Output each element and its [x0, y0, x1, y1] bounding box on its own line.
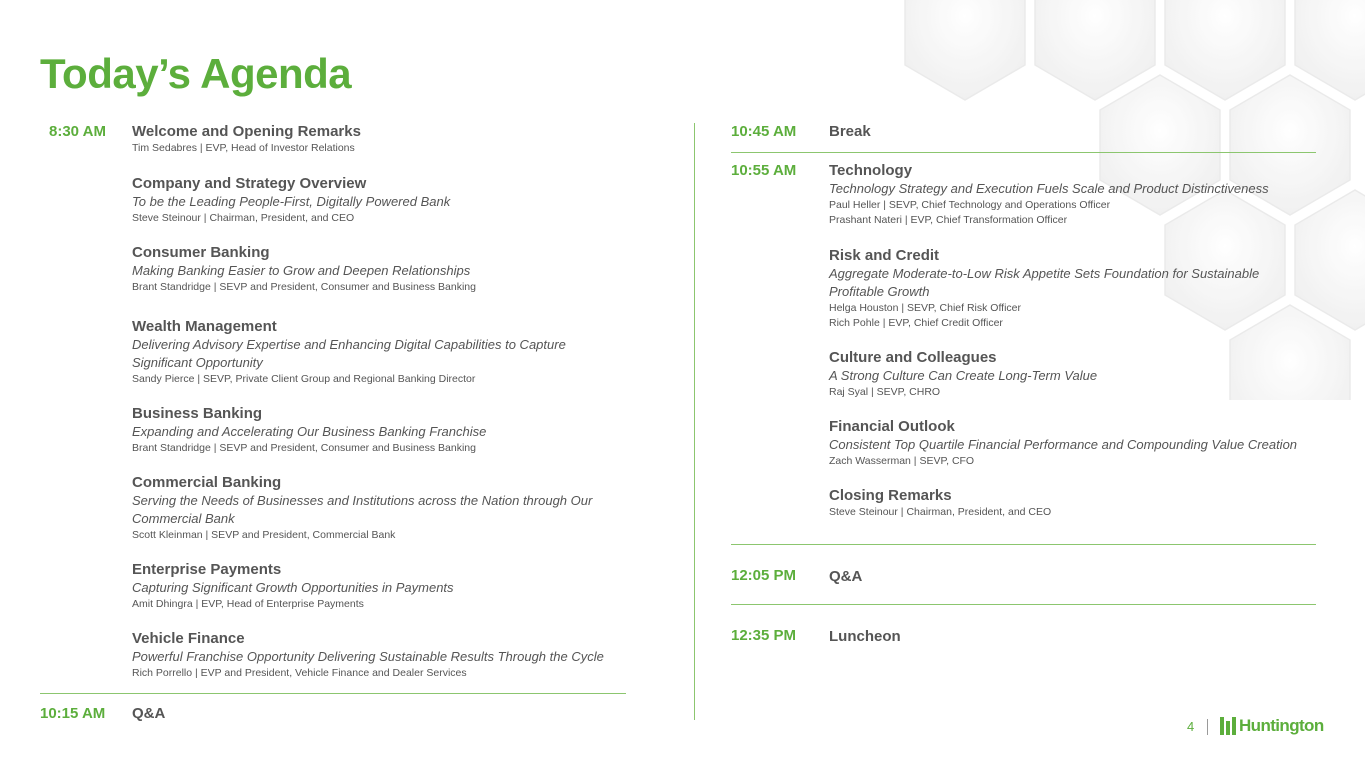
- qa-time-right: 12:05 PM: [731, 567, 797, 584]
- qa-time-left: 10:15 AM: [40, 705, 106, 722]
- item-title: Financial Outlook: [829, 418, 955, 435]
- session-time: 10:55 AM: [731, 162, 797, 179]
- item-title: Closing Remarks: [829, 487, 952, 504]
- start-time: 8:30 AM: [49, 123, 106, 140]
- agenda-item-luncheon: [829, 628, 901, 646]
- agenda-item-consumer-banking: [132, 244, 632, 295]
- huntington-logo: [1220, 716, 1324, 736]
- page-title: Today’s Agenda: [40, 50, 352, 97]
- item-subtitle: Capturing Significant Growth Opportunities in Payments: [132, 580, 454, 595]
- page-number: 4: [1187, 719, 1195, 734]
- item-title: Wealth Management: [132, 318, 277, 335]
- agenda-item-vehicle-finance: [132, 630, 632, 681]
- item-title: Q&A: [132, 705, 166, 722]
- speaker: Brant Standridge | SEVP and President, Consumer and Business Banking: [132, 442, 476, 454]
- item-subtitle: Powerful Franchise Opportunity Delivering Sustainable Results Through the Cycle: [132, 649, 604, 664]
- agenda-item-qa-left: [132, 705, 165, 723]
- logo-text: Huntington: [1239, 716, 1324, 735]
- column-divider: [694, 123, 695, 720]
- item-title: Break: [829, 123, 871, 140]
- agenda-item-risk-credit: [829, 247, 1299, 331]
- break-time: 10:45 AM: [731, 123, 797, 140]
- item-title: Q&A: [829, 568, 863, 585]
- item-subtitle: Serving the Needs of Businesses and Institutions across the Nation through Our Commercial Bank: [132, 493, 593, 526]
- agenda-item-technology: [829, 162, 1329, 228]
- lunch-time: 12:35 PM: [731, 627, 797, 644]
- speaker: Tim Sedabres | EVP, Head of Investor Relations: [132, 142, 355, 154]
- divider: [731, 604, 1316, 605]
- item-title: Vehicle Finance: [132, 630, 245, 647]
- huntington-logo-icon: [1220, 717, 1236, 735]
- speaker: Steve Steinour | Chairman, President, and CEO: [829, 506, 1052, 518]
- divider: [731, 544, 1316, 545]
- speaker: Raj Syal | SEVP, CHRO: [829, 386, 941, 398]
- item-title: Consumer Banking: [132, 244, 270, 261]
- item-subtitle: Technology Strategy and Execution Fuels Scale and Product Distinctiveness: [829, 181, 1269, 196]
- speaker: Rich Porrello | EVP and President, Vehicle Finance and Dealer Services: [132, 667, 467, 679]
- speaker: Steve Steinour | Chairman, President, and CEO: [132, 212, 355, 224]
- agenda-item-enterprise-payments: [132, 561, 632, 612]
- item-title: Luncheon: [829, 628, 901, 645]
- speaker: Sandy Pierce | SEVP, Private Client Group and Regional Banking Director: [132, 373, 476, 385]
- footer-separator: [1207, 719, 1208, 735]
- speaker: Paul Heller | SEVP, Chief Technology and Operations Officer: [829, 199, 1111, 211]
- speaker: Scott Kleinman | SEVP and President, Commercial Bank: [132, 529, 396, 541]
- agenda-item-business-banking: [132, 405, 632, 456]
- agenda-item-closing-remarks: [829, 487, 1329, 520]
- item-subtitle: Making Banking Easier to Grow and Deepen Relationships: [132, 263, 471, 278]
- divider: [40, 693, 626, 694]
- item-subtitle: Expanding and Accelerating Our Business Banking Franchise: [132, 424, 487, 439]
- item-title: Commercial Banking: [132, 474, 282, 491]
- agenda-item-welcome: [132, 123, 632, 156]
- item-subtitle: Delivering Advisory Expertise and Enhancing Digital Capabilities to Capture Significant Opportunity: [132, 337, 566, 370]
- item-subtitle: Consistent Top Quartile Financial Performance and Compounding Value Creation: [829, 437, 1298, 452]
- speaker: Brant Standridge | SEVP and President, Consumer and Business Banking: [132, 281, 476, 293]
- agenda-item-break: [829, 123, 871, 141]
- item-subtitle: A Strong Culture Can Create Long-Term Value: [829, 368, 1098, 383]
- agenda-item-commercial-banking: [132, 474, 632, 543]
- item-title: Business Banking: [132, 405, 263, 422]
- agenda-item-qa-right: [829, 568, 862, 586]
- speaker: Rich Pohle | EVP, Chief Credit Officer: [829, 317, 1003, 329]
- item-title: Culture and Colleagues: [829, 349, 997, 366]
- speaker: Zach Wasserman | SEVP, CFO: [829, 455, 975, 467]
- speaker: Amit Dhingra | EVP, Head of Enterprise Payments: [132, 598, 364, 610]
- speaker: Prashant Nateri | EVP, Chief Transformation Officer: [829, 214, 1068, 226]
- item-title: Technology: [829, 162, 913, 179]
- agenda-item-culture-colleagues: [829, 349, 1329, 400]
- item-title: Enterprise Payments: [132, 561, 282, 578]
- item-title: Company and Strategy Overview: [132, 175, 367, 192]
- item-title: Welcome and Opening Remarks: [132, 123, 361, 140]
- agenda-item-company-strategy: [132, 175, 632, 226]
- agenda-item-wealth-management: [132, 318, 622, 387]
- item-subtitle: Aggregate Moderate-to-Low Risk Appetite Sets Foundation for Sustainable Profitable Growth: [829, 266, 1260, 299]
- agenda-item-financial-outlook: [829, 418, 1329, 469]
- item-title: Risk and Credit: [829, 247, 940, 264]
- divider: [731, 152, 1316, 153]
- speaker: Helga Houston | SEVP, Chief Risk Officer: [829, 302, 1022, 314]
- item-subtitle: To be the Leading People-First, Digitally Powered Bank: [132, 194, 451, 209]
